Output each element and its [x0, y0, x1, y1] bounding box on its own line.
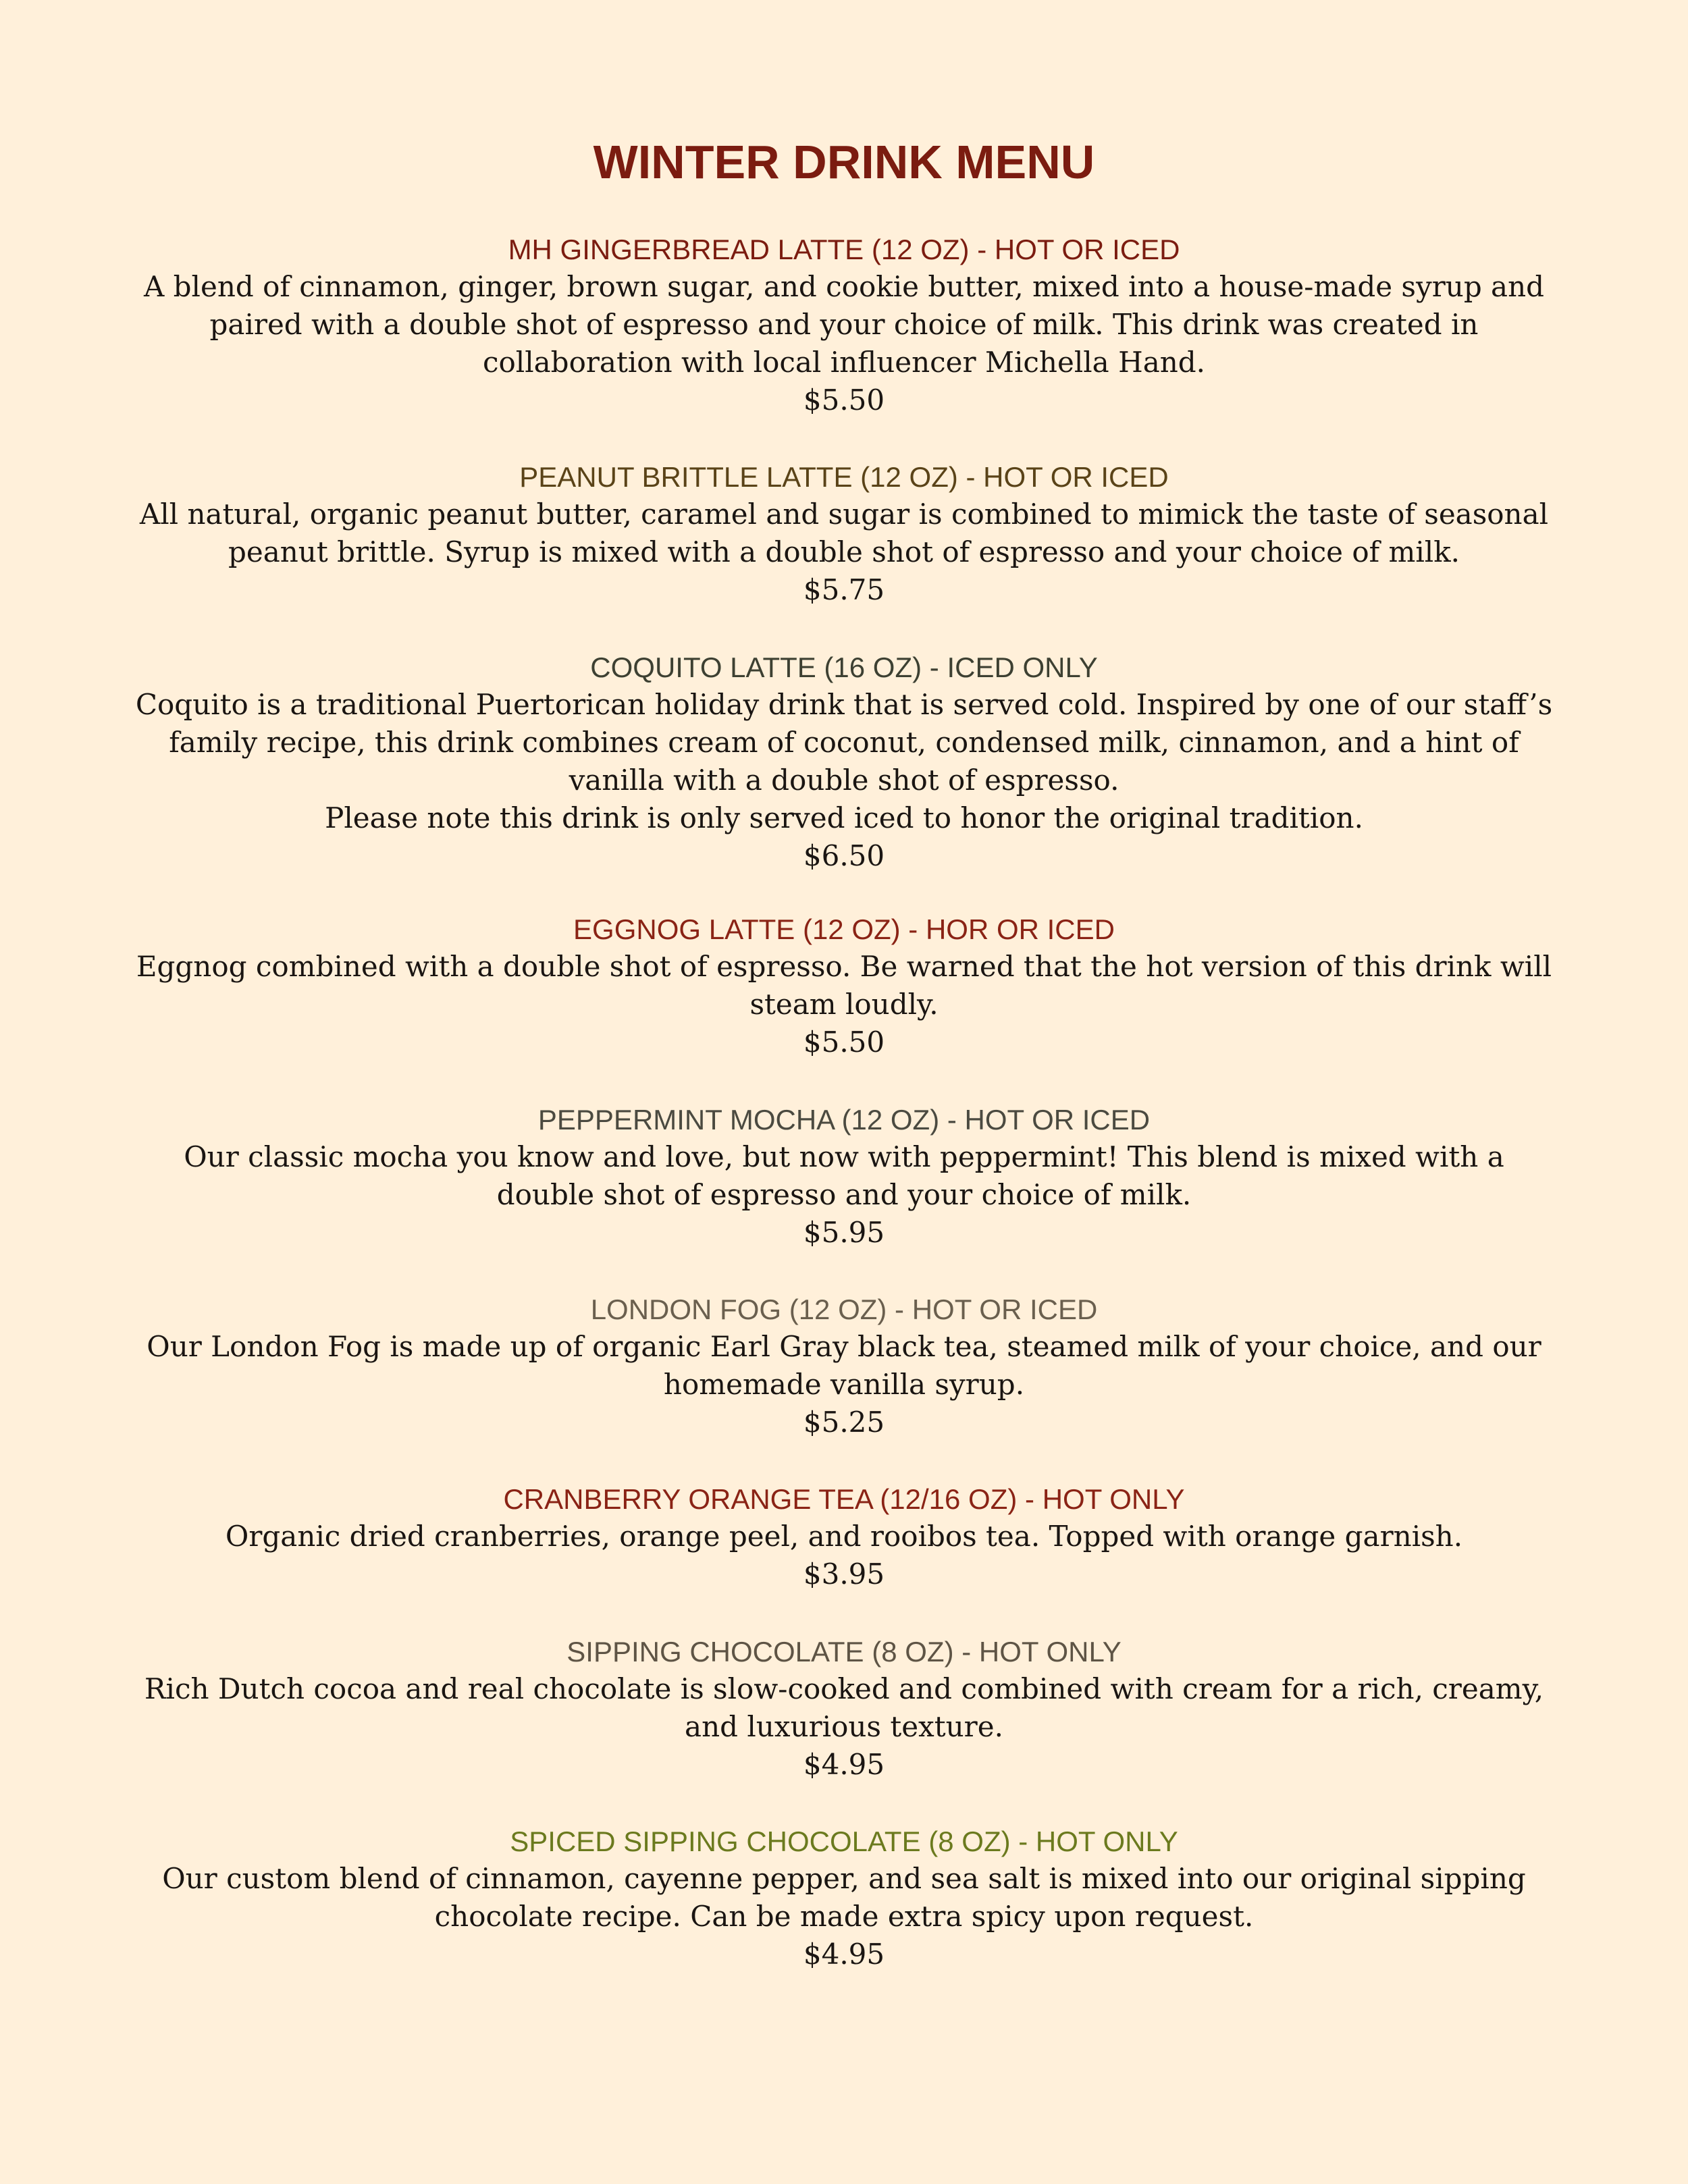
- item-price: $4.95: [803, 1748, 885, 1781]
- item-name: PEPPERMINT MOCHA (12 OZ) - HOT OR ICED: [537, 1104, 1151, 1136]
- menu-item-gingerbread-latte: [135, 232, 1553, 419]
- item-name: MH GINGERBREAD LATTE (12 OZ) - HOT OR ICED: [508, 234, 1180, 265]
- menu-item-spiced-sipping-chocolate: [135, 1823, 1553, 1973]
- item-description: Our classic mocha you know and love, but now with peppermint! This blend is mixed with a double shot of espresso and your choice of milk.: [184, 1140, 1504, 1211]
- item-price: $3.95: [803, 1557, 885, 1591]
- item-name: LONDON FOG (12 OZ) - HOT OR ICED: [590, 1294, 1098, 1325]
- item-description: Rich Dutch cocoa and real chocolate is slow-cooked and combined with cream for a rich, creamy, and luxurious texture.: [144, 1672, 1544, 1743]
- item-description: All natural, organic peanut butter, caramel and sugar is combined to mimick the taste of seasonal peanut brittle. Syrup is mixed with a double shot of espresso and your choice of milk.: [139, 498, 1549, 568]
- item-name: SPICED SIPPING CHOCOLATE (8 OZ) - HOT ONLY: [510, 1826, 1178, 1857]
- menu-item-peppermint-mocha: [135, 1102, 1553, 1252]
- menu-item-coquito-latte: [135, 649, 1553, 875]
- item-name: EGGNOG LATTE (12 OZ) - HOR OR ICED: [573, 913, 1115, 945]
- item-note: Please note this drink is only served iced to honor the original tradition.: [325, 801, 1363, 834]
- page-title: WINTER DRINK MENU: [593, 136, 1095, 188]
- menu-item-eggnog-latte: [135, 911, 1553, 1061]
- menu-item-sipping-chocolate: [135, 1634, 1553, 1784]
- menu-item-peanut-brittle-latte: [135, 459, 1553, 609]
- item-price: $5.75: [803, 573, 885, 606]
- item-price: $5.95: [803, 1216, 885, 1249]
- item-description: Eggnog combined with a double shot of espresso. Be warned that the hot version of this drink will steam loudly.: [136, 950, 1552, 1021]
- menu-item-cranberry-orange-tea: [135, 1481, 1553, 1593]
- item-price: $6.50: [803, 839, 885, 872]
- item-name: SIPPING CHOCOLATE (8 OZ) - HOT ONLY: [566, 1636, 1122, 1668]
- item-price: $5.25: [803, 1406, 885, 1439]
- item-name: CRANBERRY ORANGE TEA (12/16 OZ) - HOT ONLY: [503, 1483, 1185, 1515]
- item-name: COQUITO LATTE (16 OZ) - ICED ONLY: [590, 651, 1098, 683]
- item-description: Organic dried cranberries, orange peel, and rooibos tea. Topped with orange garnish.: [225, 1520, 1463, 1553]
- item-description: Our custom blend of cinnamon, cayenne pepper, and sea salt is mixed into our original sipping chocolate recipe. Can be made extra spicy upon request.: [162, 1862, 1526, 1933]
- item-price: $5.50: [803, 1026, 885, 1059]
- item-name: PEANUT BRITTLE LATTE (12 OZ) - HOT OR ICED: [519, 461, 1169, 493]
- item-description: A blend of cinnamon, ginger, brown sugar, and cookie butter, mixed into a house-made syrup and paired with a double shot of espresso and your choice of milk. This drink was created in collaboration with local influencer Michella Hand.: [143, 270, 1545, 379]
- item-description: Our London Fog is made up of organic Earl Gray black tea, steamed milk of your choice, and our homemade vanilla syrup.: [147, 1330, 1541, 1401]
- menu-item-london-fog: [135, 1291, 1553, 1441]
- item-description: Coquito is a traditional Puertorican holiday drink that is served cold. Inspired by one of our staff’s family recipe, this drink combines cream of coconut, condensed milk, cinnamon, and a hint of vanilla with a double shot of espresso.: [135, 688, 1553, 797]
- item-price: $5.50: [803, 383, 885, 417]
- item-price: $4.95: [803, 1938, 885, 1971]
